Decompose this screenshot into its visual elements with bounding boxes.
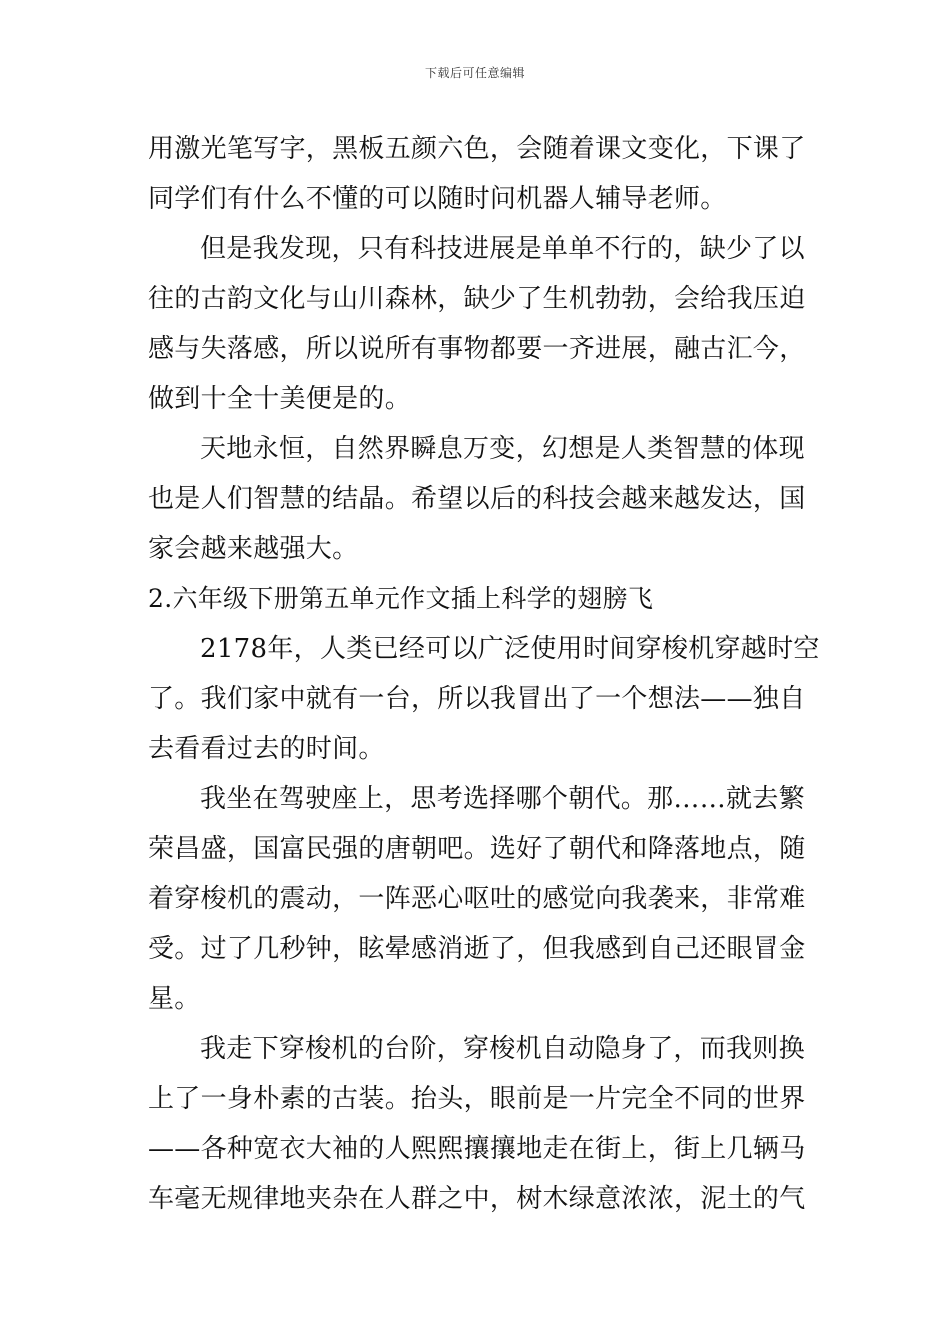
text-line: 同学们有什么不懂的可以随时问机器人辅导老师。 bbox=[148, 184, 727, 214]
text-line: 荣昌盛，国富民强的唐朝吧。选好了朝代和降落地点，随 bbox=[148, 834, 806, 864]
text-line: 我坐在驾驶座上，思考选择哪个朝代。那……就去繁 bbox=[200, 784, 805, 814]
text-line: 感与失落感，所以说所有事物都要一齐进展，融古汇今， bbox=[148, 334, 806, 364]
text-line: 用激光笔写字，黑板五颜六色，会随着课文变化，下课了 bbox=[148, 134, 806, 164]
text-line: 2178年，人类已经可以广泛使用时间穿梭机穿越时空 bbox=[200, 634, 820, 664]
page-header: 下载后可任意编辑 bbox=[424, 66, 525, 80]
text-line: 受。过了几秒钟，眩晕感消逝了，但我感到自己还眼冒金 bbox=[148, 934, 806, 964]
text-line: 了。我们家中就有一台，所以我冒出了一个想法——独自 bbox=[148, 684, 806, 714]
text-line: 上了一身朴素的古装。抬头，眼前是一片完全不同的世界 bbox=[148, 1084, 806, 1114]
text-line: 车毫无规律地夹杂在人群之中，树木绿意浓浓，泥土的气 bbox=[148, 1184, 806, 1214]
text-line: 但是我发现，只有科技进展是单单不行的，缺少了以 bbox=[200, 234, 805, 264]
text-line: 星。 bbox=[148, 984, 201, 1014]
text-line: 也是人们智慧的结晶。希望以后的科技会越来越发达，国 bbox=[148, 484, 806, 514]
text-line: 做到十全十美便是的。 bbox=[148, 384, 412, 414]
section-heading: 2.六年级下册第五单元作文插上科学的翅膀飞 bbox=[148, 584, 654, 613]
text-line: 我走下穿梭机的台阶，穿梭机自动隐身了，而我则换 bbox=[200, 1034, 805, 1064]
text-line: ——各种宽衣大袖的人熙熙攘攘地走在街上，街上几辆马 bbox=[148, 1134, 806, 1164]
text-line: 着穿梭机的震动，一阵恶心呕吐的感觉向我袭来，非常难 bbox=[148, 884, 806, 914]
text-line: 去看看过去的时间。 bbox=[148, 734, 385, 764]
text-line: 家会越来越强大。 bbox=[148, 534, 359, 564]
text-line: 天地永恒，自然界瞬息万变，幻想是人类智慧的体现 bbox=[200, 434, 805, 464]
document-body bbox=[148, 124, 820, 1224]
text-line: 往的古韵文化与山川森林，缺少了生机勃勃，会给我压迫 bbox=[148, 284, 806, 314]
